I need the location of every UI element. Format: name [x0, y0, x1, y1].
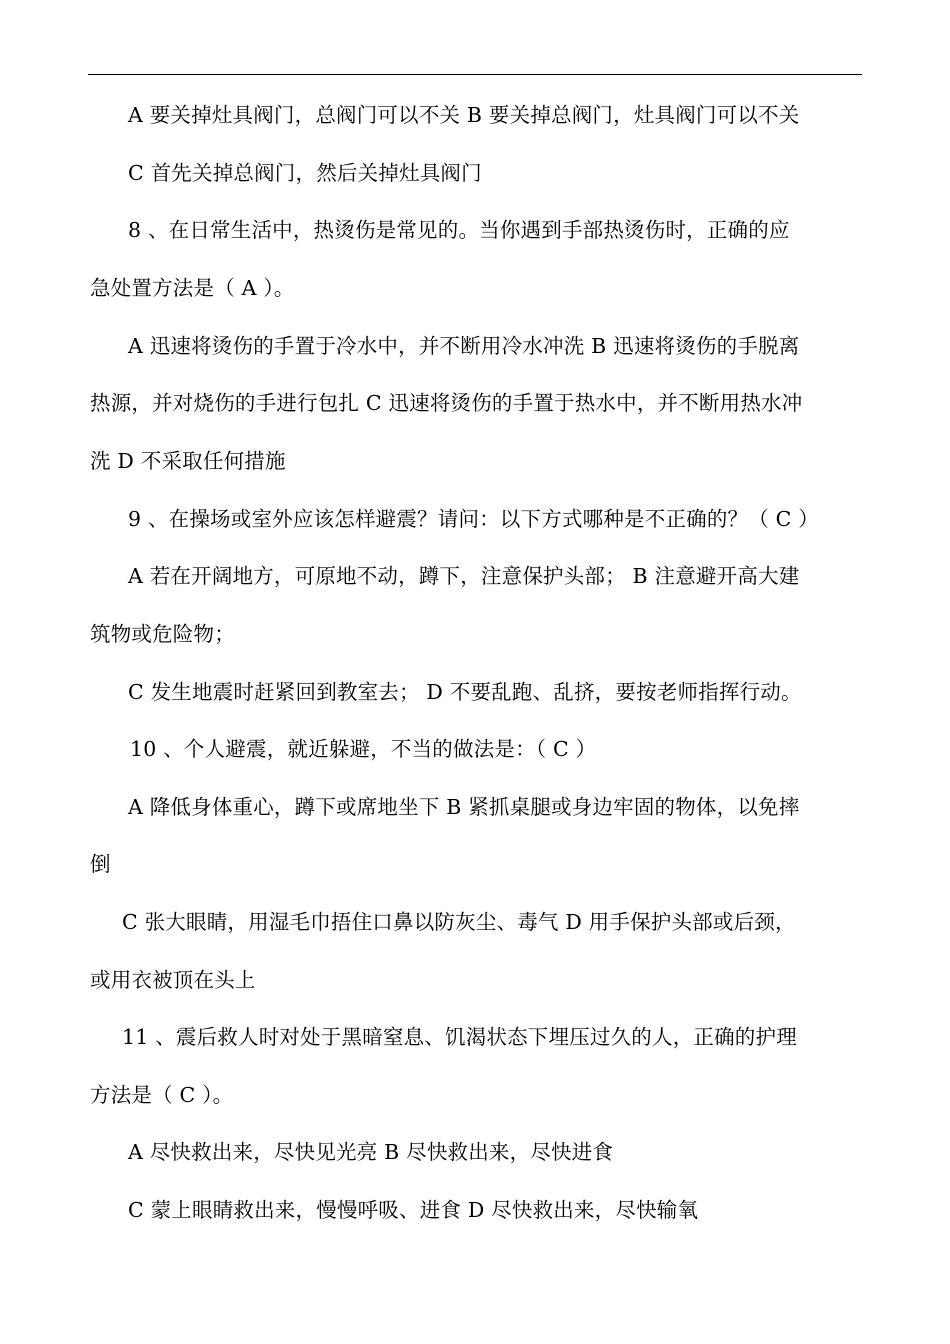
- q9-options-line2: 筑物或危险物；: [90, 622, 235, 646]
- q10-options-line2: 倒: [90, 852, 111, 876]
- header-rule: [88, 74, 862, 75]
- q11-question-line1: 11 、震后救人时对处于黑暗窒息、饥渴状态下埋压过久的人，正确的护理: [122, 1025, 797, 1049]
- q11-options-line2: C 蒙上眼睛救出来，慢慢呼吸、进食 D 尽快救出来，尽快输氧: [128, 1198, 699, 1222]
- q8-options-line3: 洗 D 不采取任何措施: [90, 449, 286, 473]
- q8-options-line1: A 迅速将烫伤的手置于冷水中，并不断用冷水冲洗 B 迅速将烫伤的手脱离: [128, 334, 800, 358]
- q8-question-line2: 急处置方法是（ A ）。: [90, 276, 295, 300]
- q9-question: 9 、在操场或室外应该怎样避震？请问：以下方式哪种是不正确的？（ C ）: [128, 507, 819, 531]
- q9-options-line3: C 发生地震时赶紧回到教室去； D 不要乱跑、乱挤，要按老师指挥行动。: [128, 680, 802, 704]
- q10-options-line4: 或用衣被顶在头上: [90, 968, 256, 992]
- q11-options-line1: A 尽快救出来，尽快见光亮 B 尽快救出来，尽快进食: [128, 1140, 614, 1164]
- q8-options-line2: 热源，并对烧伤的手进行包扎 C 迅速将烫伤的手置于热水中，并不断用热水冲: [90, 391, 803, 415]
- q9-options-line1: A 若在开阔地方，可原地不动，蹲下，注意保护头部； B 注意避开高大建: [128, 564, 800, 588]
- q8-question-line1: 8 、在日常生活中，热烫伤是常见的。当你遇到手部热烫伤时，正确的应: [128, 218, 790, 242]
- q7-options-ab: A 要关掉灶具阀门，总阀门可以不关 B 要关掉总阀门，灶具阀门可以不关: [128, 103, 800, 127]
- q10-question: 10 、个人避震，就近躲避，不当的做法是：（ C ）: [130, 737, 597, 761]
- q10-options-line1: A 降低身体重心，蹲下或席地坐下 B 紧抓桌腿或身边牢固的物体，以免摔: [128, 795, 800, 819]
- q11-question-line2: 方法是（ C ）。: [90, 1083, 234, 1107]
- q7-option-c: C 首先关掉总阀门，然后关掉灶具阀门: [128, 161, 482, 185]
- q10-options-line3: C 张大眼睛，用湿毛巾捂住口鼻以防灰尘、毒气 D 用手保护头部或后颈，: [122, 910, 796, 934]
